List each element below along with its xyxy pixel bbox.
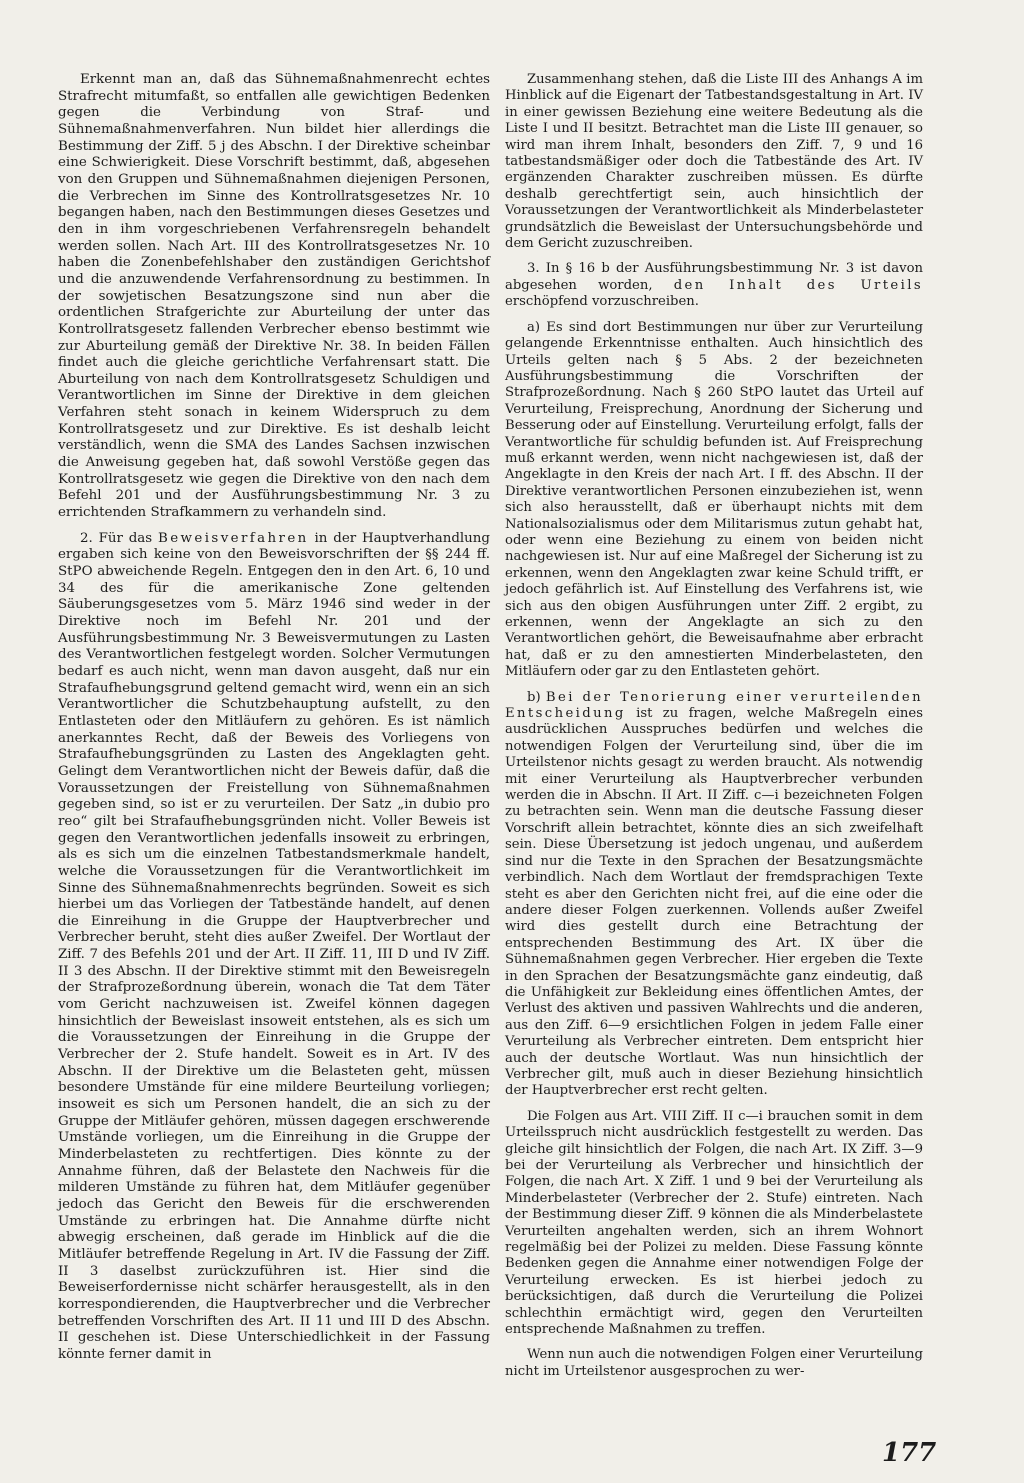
paragraph-inhalt-des-urteils (505, 261, 923, 310)
page-number: 177 (882, 1438, 937, 1468)
right-column (505, 72, 923, 1389)
paragraph-notwendige-folgen: Wenn nun auch die notwendigen Folgen einer Verurteilung nicht im Urteilstenor ausgesprochen zu wer- (505, 1347, 923, 1379)
spaced-emphasis: Beweisverfahren (157, 530, 309, 546)
spaced-emphasis: den Inhalt des Urteils (673, 277, 923, 293)
left-column (58, 72, 490, 1373)
paragraph-folgen: Die Folgen aus Art. VIII Ziff. II c—i brauchen somit in dem Urteilsspruch nicht ausdrücklich festgestellt zu werden. Das gleiche gilt hinsichtlich der Folgen, die nach Art. IX Ziff. 3—9 bei der Verurteilung als Verbrecher und hinsichtlich der Folgen, die nach Art. X Ziff. 1 und 9 bei der Verurteilung als Minderbelasteter (Verbrecher der 2. Stufe) eintreten. Nach der Bestimmung dieser Ziff. 9 können die als Minderbelastete Verurteilten angehalten werden, sich an ihrem Wohnort regelmäßig bei der Polizei zu melden. Diese Fassung könnte Bedenken gegen die Annahme einer notwendigen Folge der Verurteilung erwecken. Es ist hierbei jedoch zu berücksichtigen, daß durch die Verurteilung die Polizei schlechthin ermächtigt wird, gegen den Verurteilten entsprechende Maßnahmen zu treffen. (505, 1108, 923, 1338)
paragraph-suehnemassnahmen: Erkennt man an, daß das Sühnemaßnahmenrecht echtes Strafrecht mitumfaßt, so entfallen alle gewichtigen Bedenken gegen die Verbindung von Straf- und Sühnemaßnahmenverfahren. Nun bildet hier allerdings die Bestimmung der Ziff. 5 j des Abschn. I der Direktive scheinbar eine Schwierigkeit. Diese Vorschrift bestimmt, daß, abgesehen von den Gruppen und Sühnemaßnahmen diejenigen Personen, die Verbrechen im Sinne des Kontrollratsgesetzes Nr. 10 begangen haben, nach den Bestimmungen dieses Gesetzes und den in ihm vorgeschriebenen Verfahrensregeln behandelt werden sollen. Nach Art. III des Kontrollratsgesetzes Nr. 10 haben die Zonenbefehlshaber den zuständigen Gerichtshof und die anzuwendende Verfahrensordnung zu bestimmen. In der sowjetischen Besatzungszone sind nun aber die ordentlichen Strafgerichte zur Aburteilung der unter das Kontrollratsgesetz fallenden Verbrecher ebenso bestimmt wie zur Aburteilung gemäß der Direktive Nr. 38. In beiden Fällen findet auch die gleiche gerichtliche Verfahrensart statt. Die Aburteilung von nach dem Kontrollratsgesetz Schuldigen und Verantwortlichen im Sinne der Direktive in dem gleichen Verfahren steht sonach in keinem Widerspruch zu dem Kontrollratsgesetz und zur Direktive. Es ist deshalb leicht verständlich, wenn die SMA des Landes Sachsen inzwischen die Anweisung gegeben hat, daß sowohl Verstöße gegen das Kontrollratsgesetz wie gegen die Direktive von den nach dem Befehl 201 und der Ausführungsbestimmung Nr. 3 zu errichtenden Strafkammern zu verhandeln sind. (58, 72, 490, 521)
paragraph-liste-iii: Zusammenhang stehen, daß die Liste III des Anhangs A im Hinblick auf die Eigenart der Tatbestandsgestaltung in Art. IV in einer gewissen Beziehung eine weitere Bedeutung als die Liste I und II besitzt. Betrachtet man die Liste III genauer, so wird man ihrem Inhalt, besonders den Ziff. 7, 9 und 16 tatbestandsmäßiger oder doch die Tatbestände des Art. IV ergänzenden Charakter zuschreiben müssen. Es dürfte deshalb gerechtfertigt sein, auch hinsichtlich der Voraussetzungen der Verantwortlichkeit als Minderbelasteter grundsätzlich die Beweislast der Untersuchungsbehörde und dem Gericht zuzuschreiben. (505, 72, 923, 252)
paragraph-a-erkenntnisse: a) Es sind dort Bestimmungen nur über zur Verurteilung gelangende Erkenntnisse enthalten. Auch hinsichtlich des Urteils gelten nach § 5 Abs. 2 der bezeichneten Ausführungsbestimmung die Vorschriften der Strafprozeßordnung. Nach § 260 StPO lautet das Urteil auf Verurteilung, Freisprechung, Anordnung der Sicherung und Besserung oder auf Einstellung. Verurteilung erfolgt, falls der Verantwortliche für schuldig befunden ist. Auf Freisprechung muß erkannt werden, wenn nicht nachgewiesen ist, daß der Angeklagte in den Kreis der nach Art. I ff. des Abschn. II der Direktive verantwortlichen Personen einzubeziehen ist, wenn sich also herausstellt, daß er überhaupt nichts mit dem Nationalsozialismus oder dem Militarismus zutun gehabt hat, oder wenn eine Beziehung zu einem von beiden nicht nachgewiesen ist. Nur auf eine Maßregel der Sicherung ist zu erkennen, wenn den Angeklagten zwar keine Schuld trifft, er jedoch gefährlich ist. Auf Einstellung des Verfahrens ist, wie sich aus den obigen Ausführungen unter Ziff. 2 ergibt, zu erkennen, wenn der Angeklagte an sich zu den Verantwortlichen gehört, die Beweisaufnahme aber erbracht hat, daß er zu den amnestierten Minderbelasteten, den Mitläufern oder gar zu den Entlasteten gehört. (505, 319, 923, 680)
paragraph-b-tenorierung (505, 690, 923, 1100)
paragraph-body: in der Hauptverhandlung ergaben sich keine von den Beweisvorschriften der §§ 244 ff. StPO abweichende Regeln. Entgegen den in den Art. 6, 10 und 34 des für die amerikanische Zone geltenden Säuberungsgesetzes vom 5. März 1946 sind weder in der Direktive noch im Befehl Nr. 201 und der Ausführungsbestimmung Nr. 3 Beweisvermutungen zu Lasten des Verantwortlichen festgelegt worden. Solcher Vermutungen bedarf es auch nicht, wenn man davon ausgeht, daß nur ein Strafaufhebungsgrund geltend gemacht wird, wenn ein an sich Verantwortlicher die Schutzbehauptung aufstellt, zu den Entlasteten oder den Mitläufern zu gehören. Es ist nämlich anerkanntes Recht, daß der Beweis des Vorliegens von Strafaufhebungsgründen zu Lasten des Angeklagten geht. Gelingt dem Verantwortlichen nicht der Beweis dafür, daß die Voraussetzungen der Freistellung von Sühnemaßnahmen gegeben sind, so ist er zu verurteilen. Der Satz „in dubio pro reo“ gilt bei Strafaufhebungsgründen nicht. Voller Beweis ist gegen den Verantwortlichen jedenfalls insoweit zu erbringen, als es sich um die einzelnen Tatbestandsmerkmale handelt, welche die Voraussetzungen für die Verantwortlichkeit im Sinne des Sühnemaßnahmenrechts begründen. Soweit es sich hierbei um das Vorliegen der Tatbestände handelt, auf denen die Einreihung in die Gruppe der Hauptverbrecher und Verbrecher beruht, steht dies außer Zweifel. Der Wortlaut der Ziff. 7 des Befehls 201 und der Art. II Ziff. 11, III D und IV Ziff. II 3 des Abschn. II der Direktive stimmt mit den Beweisregeln der Strafprozeßordnung überein, wonach die Tat dem Täter vom Gericht nachzuweisen ist. Zweifel können dagegen hinsichtlich der Beweislast insoweit entstehen, als es sich um die Voraussetzungen der Einreihung in die Gruppe der Verbrecher der 2. Stufe handelt. Soweit es in Art. IV des Abschn. II der Direktive um die Belasteten geht, müssen besondere Umstände für eine mildere Beurteilung vorliegen; insoweit es sich um Personen handelt, die an sich zu der Gruppe der Mitläufer gehören, müssen dagegen erschwerende Umstände vorliegen, um die Einreihung in die Gruppe der Minderbelasteten zu rechtfertigen. Dies könnte zu der Annahme führen, daß der Belastete den Nachweis für die milderen Umstände zu führen hat, dem Mitläufer gegenüber jedoch das Gericht den Beweis für die erschwerenden Umstände zu erbringen hat. Die Annahme dürfte nicht abwegig erscheinen, daß gerade im Hinblick auf die die Mitläufer betreffende Regelung in Art. IV die Fassung der Ziff. II 3 daselbst zurückzuführen ist. Hier sind die Beweiserfordernisse nicht schärfer herausgestellt, als in den korrespondierenden, die Hauptverbrecher und die Verbrecher betreffenden Vorschriften des Art. II 11 und III D des Abschn. II geschehen ist. Diese Unterschiedlichkeit in der Fassung könnte ferner damit in (58, 530, 490, 1362)
paragraph-intro: 2. Für das (80, 530, 158, 546)
paragraph-intro: b) (527, 689, 546, 705)
paragraph-intro: 3. In § 16 b der Ausführungsbestimmung Nr. 3 ist davon abgesehen worden, (505, 261, 923, 293)
spaced-emphasis: Bei der Tenorierung einer verurteilenden Entscheidung (505, 689, 924, 722)
paragraph-body: erschöpfend vorzuschreiben. (505, 294, 699, 310)
paragraph-beweisverfahren (58, 531, 490, 1364)
paragraph-body: ist zu fragen, welche Maßregeln eines ausdrücklichen Ausspruches bedürfen und welches die notwendigen Folgen der Verurteilung sind, über die im Urteilstenor nichts gesagt zu werden braucht. Als notwendig mit einer Verurteilung als Hauptverbrecher verbunden werden die in Abschn. II Art. II Ziff. c—i bezeichneten Folgen zu betrachten sein. Wenn man die deutsche Fassung dieser Vorschrift allein betrachtet, könnte dies an sich zweifelhaft sein. Diese Übersetzung ist jedoch ungenau, und außerdem sind nur die Texte in den Sprachen der Besatzungsmächte verbindlich. Nach dem Wortlaut der fremdsprachigen Texte steht es aber den Gerichten nicht frei, auf die eine oder die andere dieser Folgen zuerkennen. Vollends außer Zweifel wird dies gestellt durch eine Betrachtung der entsprechenden Bestimmung des Art. IX über die Sühnemaßnahmen gegen Verbrecher. Hier ergeben die Texte in den Sprachen der Besatzungsmächte ganz eindeutig, daß die Unfähigkeit zur Bekleidung eines öffentlichen Amtes, der Verlust des aktiven und passiven Wahlrechts und die anderen, aus den Ziff. 6—9 ersichtlichen Folgen in jedem Falle einer Verurteilung als Verbrecher eintreten. Dem entspricht hier auch der deutsche Wortlaut. Was nun hinsichtlich der Verbrecher gilt, muß auch in dieser Beziehung hinsichtlich der Hauptverbrecher erst recht gelten. (505, 706, 923, 1099)
